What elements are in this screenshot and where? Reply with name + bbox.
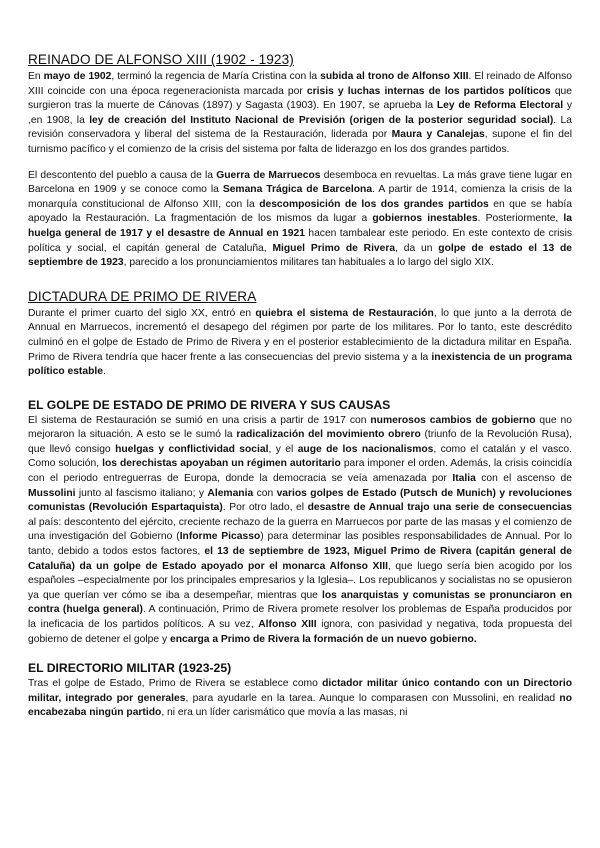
- text-run: , terminó la regencia de María Cristina con la: [111, 71, 321, 82]
- bold-text-run: Maura y Canalejas: [391, 129, 485, 141]
- text-run: . A continuación, Primo de Rivera promete resolver los problemas de España producidos por la ineficacia de los partidos políticos. A su vez,: [28, 604, 572, 630]
- text-run: en que se había apoyado la Restauración. La fragmentación de los mismos da lugar a: [28, 198, 572, 225]
- bold-text-run: no encabezaba ningún partido: [28, 692, 572, 719]
- bold-text-run: los anarquistas y comunistas se pronunciaron en contra (huelga general): [28, 589, 572, 616]
- text-run: , que luego sería bien acogido por los españoles –especialmente por los principales empresarios y la Iglesia–. Los republicanos y socialistas no se opusieron ya que querían ver cómo se iba a desempeñar, mientras que: [28, 560, 572, 601]
- bold-text-run: Alfonso XIII: [258, 619, 317, 630]
- paragraph-dictadura-1: [28, 307, 572, 380]
- bold-text-run: quiebra el sistema de Restauración: [255, 307, 434, 319]
- text-run: , y el: [268, 443, 298, 455]
- text-run: , parecido a los pronunciamientos militares tan habituales a lo largo del siglo XIX.: [123, 257, 494, 269]
- bold-text-run: radicalización del movimiento obrero: [236, 429, 421, 441]
- bold-text-run: mayo de 1902: [43, 71, 112, 82]
- bold-text-run: la huelga general de 1917 y el desastre de Annual en 1921: [28, 213, 573, 239]
- bold-text-run: Informe Picasso: [179, 531, 261, 543]
- bold-text-run: el 13 de septiembre de 1923, Miguel Primo de Rivera (capitán general de Cataluña) da un golpe de Estado apoyado por el monarca Alfonso XIII: [28, 546, 572, 572]
- bold-text-run: Alemania: [207, 487, 254, 499]
- text-run: para imponer el orden. Además, la crisis coincidía con el periodo entreguerras de Europa, donde la democracia se veía amenazada por: [28, 458, 572, 485]
- text-run: , ni era un líder carismático que movía a las masas, ni: [161, 707, 408, 719]
- text-run: con: [253, 487, 277, 499]
- bold-text-run: Ley de Reforma Electoral: [436, 100, 564, 112]
- text-run: (triunfo de la Revolución Rusa), que llevó consigo: [28, 429, 572, 455]
- text-run: , da un: [395, 242, 439, 254]
- bold-text-run: subida al trono de Alfonso XIII: [320, 71, 469, 82]
- text-run: , para ayudarle en la tarea. Aunque lo comparasen con Mussolini, en realidad: [185, 692, 560, 704]
- text-run: , lo que junto a la derrota de Annual en Marruecos, incrementó el desapego del régimen por parte de los militares. Por lo tanto, este descrédito culminó en el golpe de Estado de Primo de Rivera y en el posterior establecimiento de la dictadura militar en España. Primo de Rivera tendría que hacer frente a las consecuencias del previo sistema y a la: [28, 307, 572, 363]
- text-run: ignora, con pasividad y negativa, toda propuesta del gobierno de detener el golpe y: [28, 619, 573, 645]
- bold-text-run: gobiernos inestables: [372, 213, 478, 225]
- text-run: , supone el fin del turnismo pacífico y el comienzo de la crisis del sistema por falta de liderazgo en los dos grandes partidos.: [28, 129, 573, 155]
- text-run: .: [102, 366, 106, 378]
- text-run: al país: descontento del ejército, creciente rechazo de la guerra en Marruecos por parte de las masas y el comienzo de una investigación del Gobierno (: [28, 516, 572, 543]
- text-run: . La revisión conservadora y liberal del sistema de la Restauración, liderada por: [28, 114, 572, 141]
- paragraph-reinado-2: [28, 169, 572, 271]
- text-run: desemboca en revueltas. La más grave tiene lugar en Barcelona en 1909 y se conoce como la: [28, 169, 572, 196]
- bold-text-run: encarga a Primo de Rivera la formación de un nuevo gobierno.: [169, 633, 477, 645]
- text-run: . A partir de 1914, comienza la crisis de la monarquía constitucional de Alfonso XIII, con la: [28, 184, 572, 210]
- text-run: Tras el golpe de Estado, Primo de Rivera se establece como: [28, 678, 323, 690]
- section-title-golpe: EL GOLPE DE ESTADO DE PRIMO DE RIVERA Y SUS CAUSAS: [28, 397, 391, 412]
- bold-text-run: Semana Trágica de Barcelona: [222, 184, 373, 196]
- text-run: hacen tambalear este periodo. En este contexto de crisis política y social, el capitán general de Cataluña,: [28, 227, 573, 254]
- text-run: y ,en 1908, la: [28, 100, 573, 126]
- bold-text-run: los derechistas apoyaban un régimen autoritario: [102, 458, 341, 470]
- bold-text-run: descomposición de los dos grandes partidos: [259, 198, 489, 210]
- text-run: El sistema de Restauración se sumió en una crisis a partir de 1917 con: [28, 414, 371, 426]
- text-run: . El reinado de Alfonso XIII coincide con una época regeneracionista marcada por: [28, 71, 572, 97]
- text-run: ) para determinar las posibles responsabilidades de Annual. Por lo tanto, debido a todos estos factores,: [28, 531, 573, 558]
- section-title-dictadura: DICTADURA DE PRIMO DE RIVERA: [28, 288, 257, 304]
- bold-text-run: inexistencia de un programa político estable: [28, 351, 572, 378]
- text-run: En: [28, 71, 44, 82]
- text-run: con el ascenso de: [475, 473, 572, 485]
- bold-text-run: dictador militar único contando con un Directorio militar, integrado por generales: [28, 678, 572, 704]
- text-run: , como el catalán y el vasco. Como solución,: [28, 443, 572, 470]
- text-run: que no mejoraron la situación. A esto se le sumó la: [28, 414, 572, 441]
- section-title-directorio: EL DIRECTORIO MILITAR (1923-25): [28, 661, 232, 676]
- bold-text-run: numerosos cambios de gobierno: [370, 414, 536, 426]
- bold-text-run: crisis y luchas internas de los partidos políticos: [306, 85, 551, 97]
- section-title-reinado: REINADO DE ALFONSO XIII (1902 - 1923): [28, 52, 294, 67]
- bold-text-run: Miguel Primo de Rivera: [272, 242, 396, 254]
- text-run: El descontento del pueblo a causa de la: [28, 169, 217, 181]
- bold-text-run: ley de creación del Instituto Nacional de Previsión (origen de la posterior seguridad social): [89, 114, 554, 126]
- text-run: . Posteriormente,: [477, 213, 564, 225]
- text-run: . Por otro lado, el: [222, 502, 308, 514]
- paragraph-golpe-1: [28, 414, 572, 648]
- text-run: Durante el primer cuarto del siglo XX, entró en: [28, 307, 256, 319]
- paragraph-directorio-1: [28, 677, 572, 721]
- paragraph-reinado-1: [28, 70, 572, 158]
- bold-text-run: desastre de Annual trajo una serie de consecuencias: [307, 502, 572, 514]
- bold-text-run: Italia: [452, 473, 476, 485]
- bold-text-run: huelgas y conflictividad social: [115, 443, 269, 455]
- bold-text-run: Mussolini: [28, 487, 76, 499]
- text-run: que surgieron tras la muerte de Cánovas (1897) y Sagasta (1903). En 1907, se aprueba la: [28, 85, 573, 112]
- bold-text-run: auge de los nacionalismos: [297, 443, 434, 455]
- bold-text-run: varios golpes de Estado (Putsch de Munich) y revoluciones comunistas (Revolución Espartaquista): [28, 487, 572, 514]
- bold-text-run: golpe de estado el 13 de septiembre de 1923: [28, 242, 572, 269]
- text-run: junto al fascismo italiano; y: [75, 487, 208, 499]
- bold-text-run: Guerra de Marruecos: [216, 169, 321, 181]
